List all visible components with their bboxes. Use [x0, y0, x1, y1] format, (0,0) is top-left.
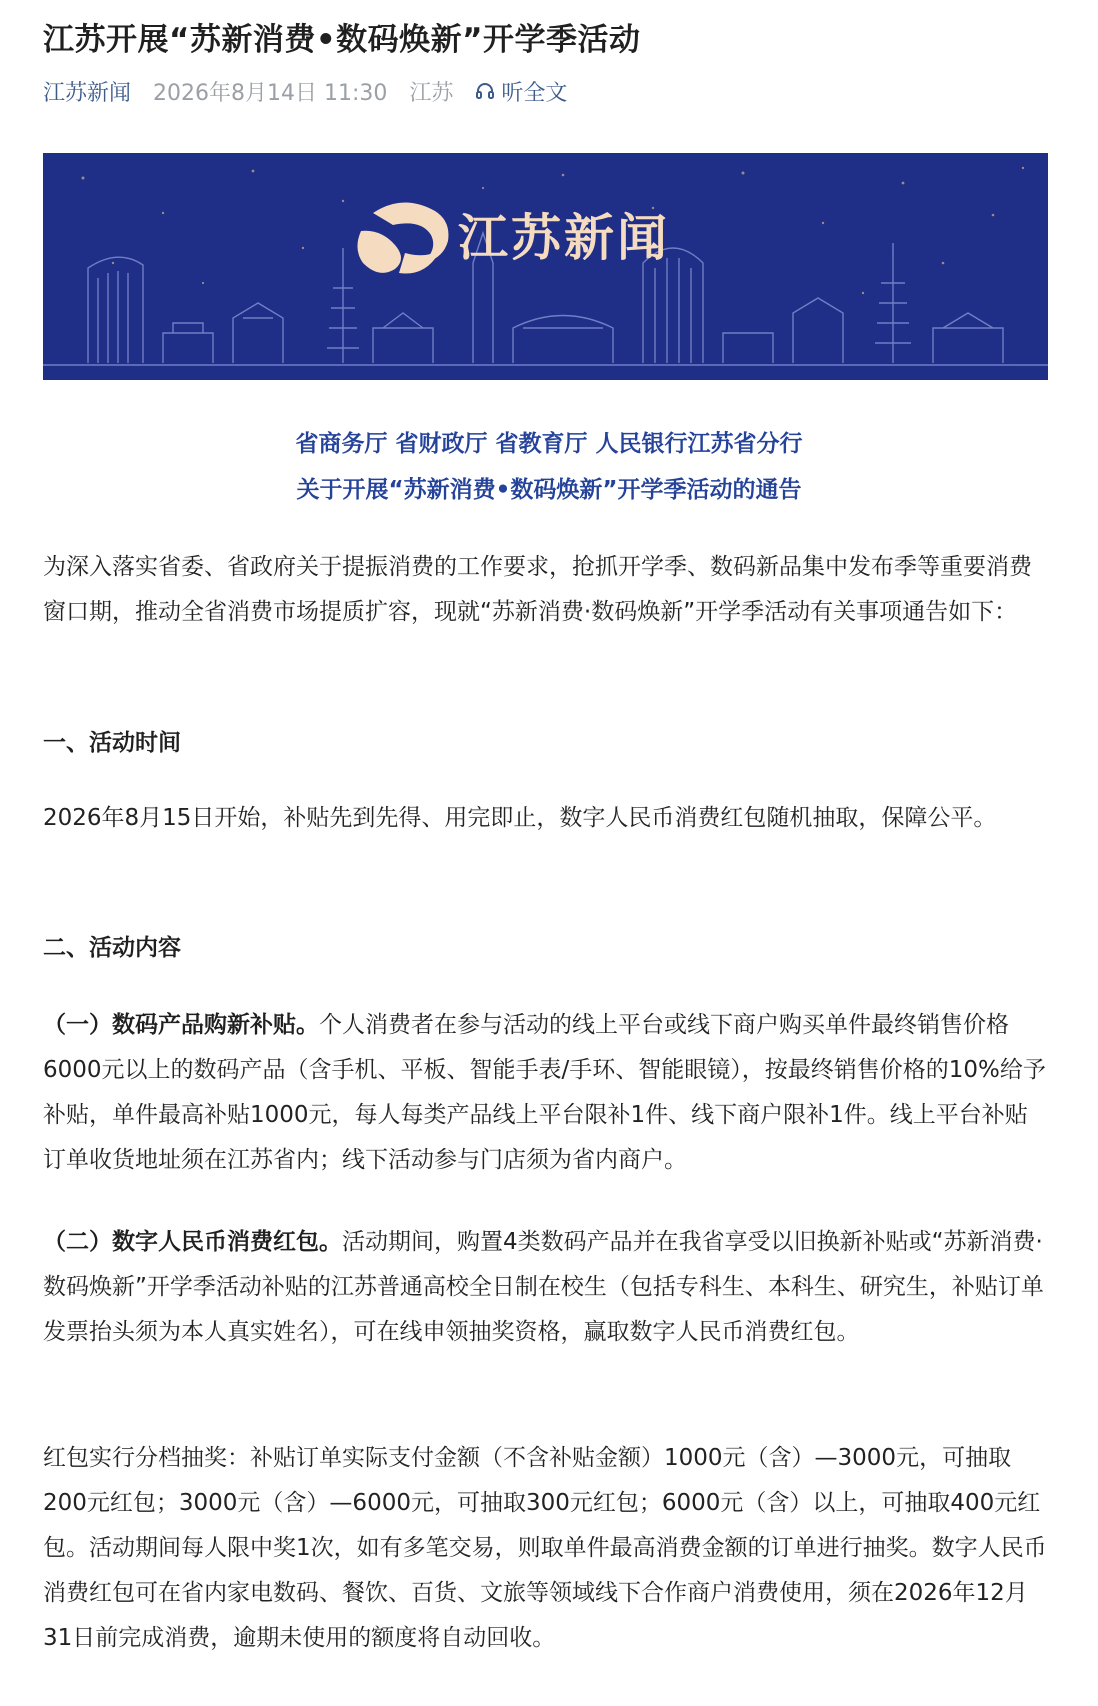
item-1-paragraph	[43, 1003, 1048, 1183]
listen-label: 听全文	[501, 80, 568, 106]
region-label: 江苏	[409, 80, 454, 106]
article-title: 江苏开展“苏新消费•数码焕新”开学季活动	[43, 22, 641, 58]
item-2-paragraph	[43, 1220, 1048, 1355]
banner-logo-text: 江苏新闻	[458, 209, 670, 267]
item-2-text: 活动期间，购置4类数码产品并在我省享受以旧换新补贴或“苏新消费·数码焕新”开学季活动补贴的江苏普通高校全日制在校生（包括专科生、本科生、研究生，补贴订单发票抬头须为本人真实姓名），可在线申领抽奖资格，赢取数字人民币消费红包。	[43, 1229, 1044, 1345]
item-1-text: 个人消费者在参与活动的线上平台或线下商户购买单件最终销售价格6000元以上的数码产品（含手机、平板、智能手表/手环、智能眼镜），按最终销售价格的10%给予补贴，单件最高补贴1000元，每人每类产品线上平台限补1件、线下商户限补1件。线上平台补贴订单收货地址须在江苏省内；线下活动参与门店须为省内商户。	[43, 1012, 1046, 1173]
tier-paragraph: 红包实行分档抽奖：补贴订单实际支付金额（不含补贴金额）1000元（含）—3000元，可抽取200元红包；3000元（含）—6000元，可抽取300元红包；6000元（含）以上，可抽取400元红包。活动期间每人限中奖1次，如有多笔交易，则取单件最高消费金额的订单进行抽奖。数字人民币消费红包可在省内家电数码、餐饮、百货、文旅等领域线下合作商户消费使用，须在2026年12月31日前完成消费，逾期未使用的额度将自动回收。	[43, 1445, 1047, 1651]
publish-time: 2026年8月14日 11:30	[153, 80, 388, 106]
intro-paragraph: 为深入落实省委、省政府关于提振消费的工作要求，抢抓开学季、数码新品集中发布季等重要消费窗口期，推动全省消费市场提质扩容，现就“苏新消费·数码焕新”开学季活动有关事项通告如下：	[43, 554, 1032, 625]
article-meta	[43, 74, 567, 108]
item-1-title: （一）数码产品购新补贴。	[43, 1012, 319, 1038]
section-2-heading: 二、活动内容	[43, 935, 181, 961]
skyline-illustration	[43, 153, 1048, 380]
banner-image	[43, 153, 1048, 380]
item-2-title: （二）数字人民币消费红包。	[43, 1229, 342, 1255]
section-1-paragraph: 2026年8月15日开始，补贴先到先得、用完即止，数字人民币消费红包随机抽取，保障公平。	[43, 805, 997, 831]
listen-button[interactable]	[475, 76, 567, 107]
section-1-heading: 一、活动时间	[43, 730, 181, 756]
headphones-icon	[475, 81, 495, 101]
notice-title: 关于开展“苏新消费•数码焕新”开学季活动的通告	[296, 477, 802, 503]
notice-issuers: 省商务厅 省财政厅 省教育厅 人民银行江苏省分行	[295, 431, 803, 457]
source-link[interactable]: 江苏新闻	[43, 80, 132, 106]
